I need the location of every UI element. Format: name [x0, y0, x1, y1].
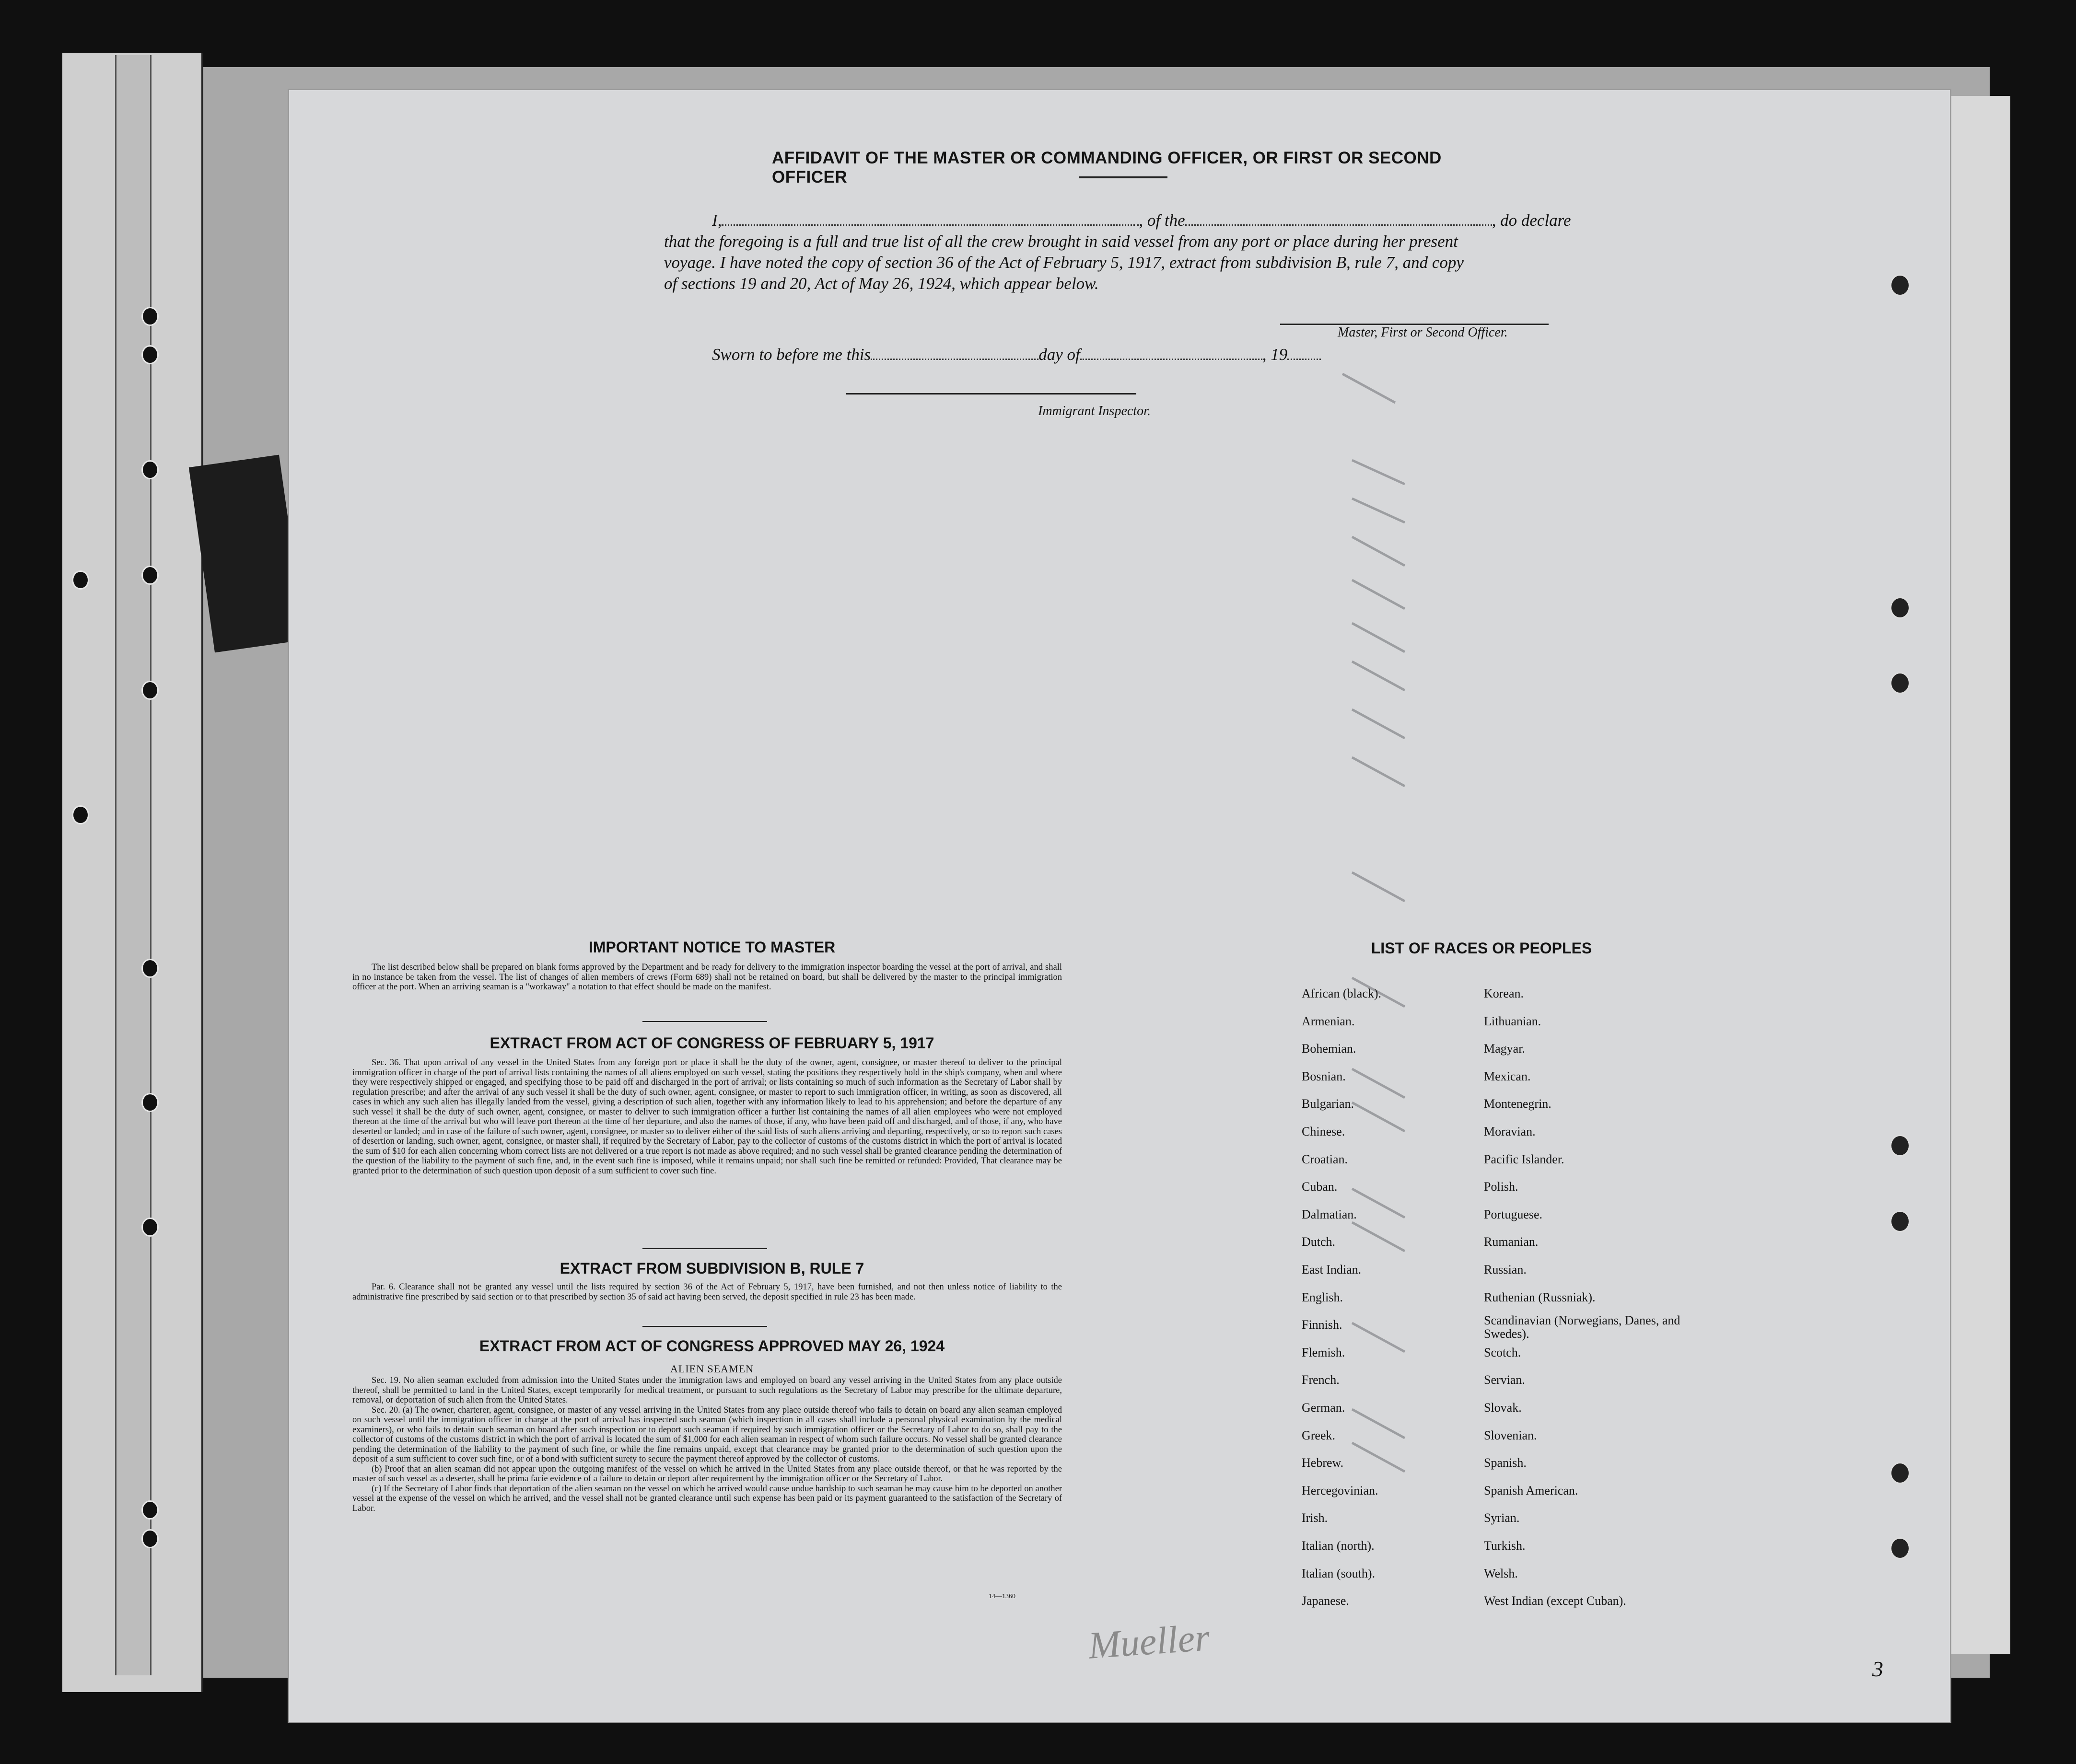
race-item: German.: [1302, 1401, 1345, 1415]
race-item: Magyar.: [1484, 1042, 1525, 1056]
punch-hole-icon: [1890, 274, 1910, 296]
binder-hole-icon: [72, 805, 89, 824]
affidavit-line-4: of sections 19 and 20, Act of May 26, 1924, which appear below.: [664, 274, 1099, 293]
extract-1917-title: EXTRACT FROM ACT OF CONGRESS OF FEBRUARY 5, 1917: [490, 1034, 934, 1052]
race-item: Polish.: [1484, 1180, 1518, 1194]
race-item: Russian.: [1484, 1263, 1527, 1277]
binder-hole-icon: [141, 1529, 159, 1548]
race-item: Hercegovinian.: [1302, 1483, 1378, 1497]
binder-hole-icon: [141, 959, 159, 978]
sworn-text: , 19: [1262, 345, 1288, 364]
punch-hole-icon: [1890, 1537, 1910, 1559]
sec-20c: (c) If the Secretary of Labor finds that deportation of the alien seaman on the vessel on which he arrived would cause undue hardship to such seaman he may cause him to be deported on another vessel at the expense of the vessel on which he arrived, and the vessel shall not be granted clearance until such expense has been paid or its payment guaranteed to the satisfaction of the Secretary of Labor.: [352, 1484, 1062, 1513]
race-item: Dalmatian.: [1302, 1207, 1357, 1221]
extract-1924-body: [352, 1376, 1062, 1513]
extract-rule7-title: EXTRACT FROM SUBDIVISION B, RULE 7: [560, 1260, 864, 1277]
binder-hole-icon: [72, 570, 89, 590]
race-item: Mexican.: [1484, 1069, 1531, 1083]
section-rule: [642, 1248, 767, 1249]
race-item: Greek.: [1302, 1428, 1336, 1442]
race-item: Spanish.: [1484, 1456, 1527, 1470]
race-item: Bulgarian.: [1302, 1097, 1354, 1111]
affidavit-text: I,: [712, 211, 722, 230]
sworn-text: day of: [1038, 345, 1080, 364]
race-item: Servian.: [1484, 1373, 1525, 1387]
race-item: Lithuanian.: [1484, 1014, 1541, 1028]
race-item: Moravian.: [1484, 1125, 1536, 1138]
binder-hole-icon: [141, 1500, 159, 1520]
race-item: Dutch.: [1302, 1235, 1336, 1249]
page-number: 3: [1872, 1657, 1883, 1681]
race-item: African (black).: [1302, 986, 1382, 1000]
notice-body: The list described below shall be prepared on blank forms approved by the Department and be ready for delivery to the immigration inspector boarding the vessel at the port of arrival, and shall in no instance be taken from the vessel. The list of changes of alien members of crews (Form 689) shall not be retained on board, but shall be delivered by the master to the principal immigration officer at the port. When an arriving seaman is a "workaway" a notation to that effect should be made on the manifest.: [352, 963, 1062, 992]
affidavit-line-1: [712, 210, 1585, 231]
extract-1924-title: EXTRACT FROM ACT OF CONGRESS APPROVED MAY 26, 1924: [479, 1337, 945, 1355]
affidavit-line-3: voyage. I have noted the copy of section 36 of the Act of February 5, 1917, extract from subdivision B, rule 7, and copy: [664, 253, 1464, 272]
race-item: Flemish.: [1302, 1345, 1345, 1359]
sworn-text: Sworn to before me this: [712, 345, 871, 364]
races-title: LIST OF RACES OR PEOPLES: [1371, 940, 1592, 957]
binder-hole-icon: [141, 1218, 159, 1237]
race-item: Croatian.: [1302, 1152, 1348, 1166]
binder-strip: [115, 55, 152, 1675]
race-item: Scotch.: [1484, 1345, 1521, 1359]
punch-hole-icon: [1890, 1210, 1910, 1232]
race-item: Spanish American.: [1484, 1483, 1578, 1497]
race-item: Japanese.: [1302, 1594, 1349, 1608]
extract-1917-body: Sec. 36. That upon arrival of any vessel in the United States from any foreign port or place it shall be the duty of the owner, agent, consignee, or master thereof to deliver to the principal immigration officer in charge of the port of arrival lists containing the names of all aliens employed on such vessel, stating the positions they respectively hold in the ship's company, when and where they were respectively shipped or engaged, and specifying those to be paid off and discharged in the port of arrival; or lists containing so much of such information as the Secretary of Labor shall by regulation prescribe; and after the arrival of any such vessel it shall be the duty of such owner, agent, consignee, or master to report to such immigration officer, in writing, as soon as discovered, all cases in which any such alien has illegally landed from the vessel, giving a description of such alien, together with any information likely to lead to his apprehension; and before the departure of any such vessel it shall be the duty of such owner, agent, consignee, or master to deliver to such immigration officer a further list containing the names of all alien employees who were not employed thereon at the time of the arrival but who will leave port thereon at the time of her departure, and also the names of those, if any, who have been paid off and discharged, and of those, if any, who have deserted or landed; and in case of the failure of such owner, agent, consignee, or master so to deliver either of the said lists of such aliens arriving and departing, respectively, or so to report such cases of desertion or landing, such owner, agent, consignee, or master shall, if required by the Secretary of Labor, pay to the collector of customs of the customs district in which the port of arrival is located the sum of $10 for each alien concerning whom correct lists are not delivered or a true report is not made as above required; and no such vessel shall be granted clearance pending the determination of the question of the liability to the payment of such fine, and, in the event such fine is imposed, while it remains unpaid; nor shall such fine be remitted or refunded: Provided, That clearance may be granted prior to the determination of such question upon deposit of a sum sufficient to cover such fine.: [352, 1058, 1062, 1176]
race-item: Turkish.: [1484, 1539, 1526, 1553]
binder-hole-icon: [141, 345, 159, 364]
title-rule: [1079, 176, 1167, 178]
extract-rule7-body: Par. 6. Clearance shall not be granted any vessel until the lists required by section 36 of the Act of February 5, 1917, have been furnished, and not then unless notice of liability to the administrative fine prescribed by said section or to that prescribed by section 35 of said act having been served, the deposit specified in rule 23 has been made.: [352, 1282, 1062, 1302]
race-item: East Indian.: [1302, 1263, 1362, 1277]
vessel-blank[interactable]: [1185, 224, 1492, 226]
race-item: Rumanian.: [1484, 1235, 1539, 1249]
race-item: Italian (north).: [1302, 1539, 1375, 1553]
master-signature-label: Master, First or Second Officer.: [1338, 325, 1508, 340]
race-item: English.: [1302, 1290, 1343, 1304]
binder-hole-icon: [141, 1093, 159, 1112]
affidavit-line-2: that the foregoing is a full and true list of all the crew brought in said vessel from any port or place during her present: [664, 232, 1458, 251]
section-rule: [642, 1021, 767, 1022]
race-item: Portuguese.: [1484, 1207, 1543, 1221]
race-item: Welsh.: [1484, 1566, 1518, 1580]
race-item: Montenegrin.: [1484, 1097, 1551, 1111]
race-item: Syrian.: [1484, 1511, 1520, 1525]
race-item: Bosnian.: [1302, 1069, 1346, 1083]
race-item: West Indian (except Cuban).: [1484, 1594, 1626, 1608]
sworn-month-blank[interactable]: [1080, 359, 1262, 360]
race-item: Korean.: [1484, 986, 1524, 1000]
inspector-signature-line[interactable]: [846, 393, 1136, 395]
notice-title: IMPORTANT NOTICE TO MASTER: [588, 939, 836, 956]
race-item: Armenian.: [1302, 1014, 1355, 1028]
race-item: Slovak.: [1484, 1401, 1522, 1415]
sworn-line: [712, 344, 1383, 365]
punch-hole-icon: [1890, 672, 1910, 694]
race-item: Scandinavian (Norwegians, Danes, and Swedes).: [1484, 1313, 1680, 1341]
binder-hole-icon: [141, 681, 159, 700]
race-item: French.: [1302, 1373, 1340, 1387]
section-rule: [642, 1326, 767, 1327]
sworn-year-blank[interactable]: [1287, 359, 1321, 360]
affidavit-text: , do declare: [1492, 211, 1571, 230]
inspector-label: Immigrant Inspector.: [1038, 404, 1151, 418]
binder-hole-icon: [141, 460, 159, 479]
binder-hole-icon: [141, 566, 159, 585]
bleed-through-marks: [1333, 364, 1496, 1505]
sworn-day-blank[interactable]: [871, 359, 1038, 360]
extract-1924-subtitle: ALIEN SEAMEN: [670, 1363, 754, 1375]
race-item: Chinese.: [1302, 1125, 1345, 1138]
race-item: Bohemian.: [1302, 1042, 1356, 1056]
race-item: Pacific Islander.: [1484, 1152, 1564, 1166]
sec-20a: Sec. 20. (a) The owner, charterer, agent, consignee, or master of any vessel arriving in the United States from any place outside thereof who fails to detain on board any alien seaman employed on such vessel until the immigration officer in charge at the port of arrival has inspected such seaman (which inspection in all cases shall include a personal physical examination by the medical examiners), or who fails to detain such seaman on board after such inspection or to deport such seaman if required by such immigration officer or the Secretary of Labor to do so, shall pay to the collector of customs of the customs district in which the port of arrival is located the sum of $1,000 for each alien seaman in respect of whom such failure occurs. No vessel shall be granted clearance pending the determination of the liability to the payment of such fine, or while the fine remains unpaid, except that clearance may be granted prior to the determination of such question upon the deposit of a sum sufficient to cover such fine, or of a bond with sufficient surety to secure the payment thereof approved by the collector of customs.: [352, 1405, 1062, 1464]
race-item: Cuban.: [1302, 1180, 1338, 1194]
punch-hole-icon: [1890, 1462, 1910, 1484]
form-number: 14—1360: [989, 1593, 1015, 1600]
pencil-note: Mueller: [1087, 1616, 1211, 1667]
race-item: Hebrew.: [1302, 1456, 1344, 1470]
name-blank[interactable]: [722, 224, 1139, 226]
race-item: Italian (south).: [1302, 1566, 1376, 1580]
punch-hole-icon: [1890, 597, 1910, 619]
punch-hole-icon: [1890, 1135, 1910, 1157]
sec-19: Sec. 19. No alien seaman excluded from admission into the United States under the immigration laws and employed on board any vessel arriving in the United States from any place outside thereof, shall be permitted to land in the United States, except temporarily for medical treatment, or pursuant to such regulations as the Secretary of Labor may prescribe for the ultimate departure, removal, or deportation of such alien from the United States.: [352, 1376, 1062, 1405]
affidavit-title: AFFIDAVIT OF THE MASTER OR COMMANDING OFFICER, OR FIRST OR SECOND OFFICER: [772, 149, 1442, 186]
affidavit-text: , of the: [1139, 211, 1185, 230]
sec-20b: (b) Proof that an alien seaman did not appear upon the outgoing manifest of the vessel on which he arrived in the United States from any place outside thereof, or that he was reported by the master of such vessel as a deserter, shall be prima facie evidence of a failure to detain or deport after requirement by the immigration officer or the Secretary of Labor.: [352, 1464, 1062, 1484]
binder-hole-icon: [141, 307, 159, 326]
race-item: Slovenian.: [1484, 1428, 1537, 1442]
race-item: Finnish.: [1302, 1318, 1342, 1332]
race-item: Ruthenian (Russniak).: [1484, 1290, 1596, 1304]
race-item: Irish.: [1302, 1511, 1328, 1525]
